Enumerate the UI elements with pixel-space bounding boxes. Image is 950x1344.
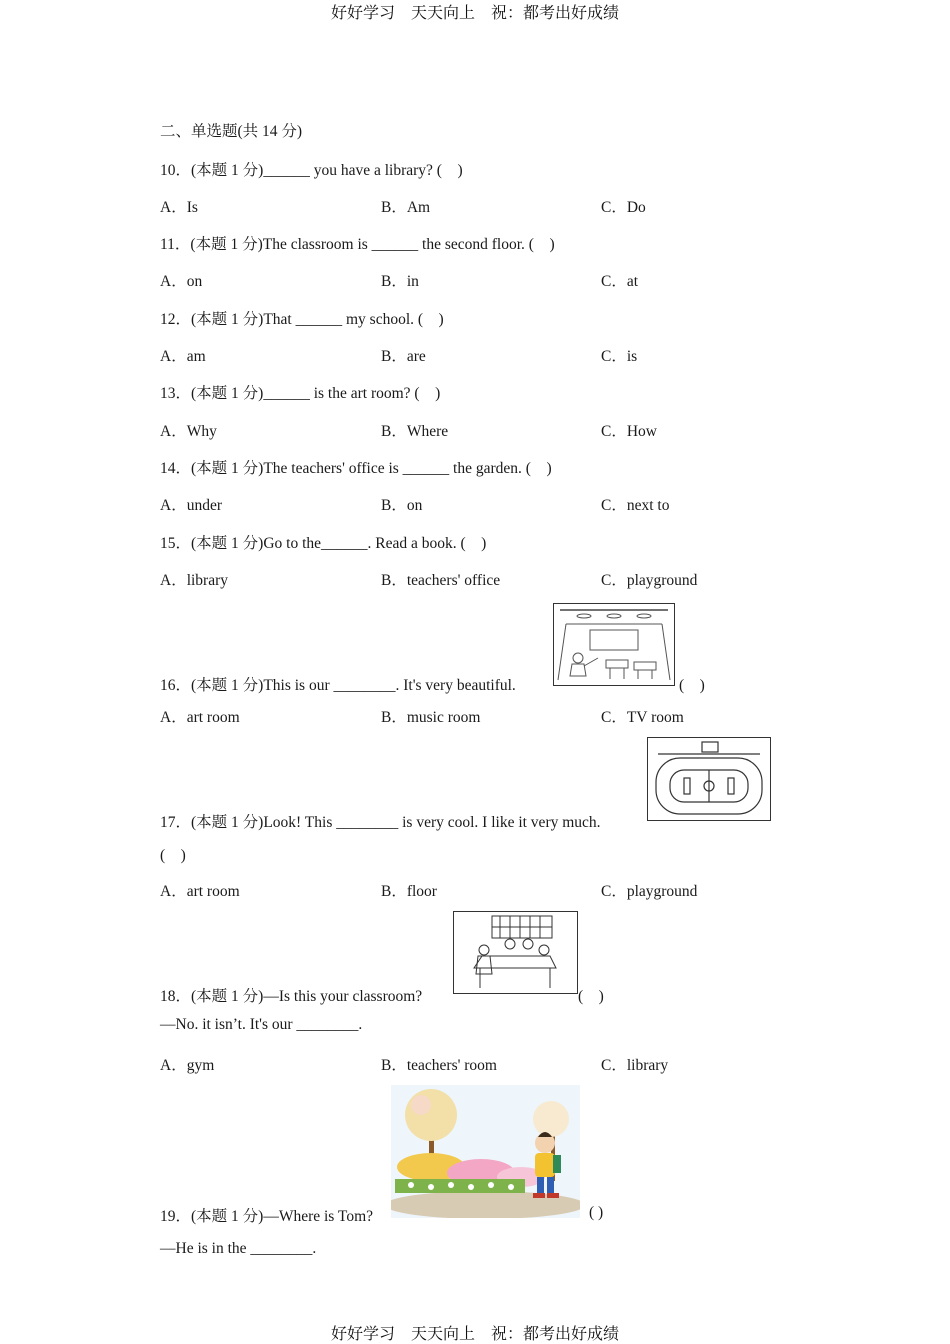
- question-15-stem: 15．(本题 1 分)Go to the______. Read a book. ( ): [160, 535, 487, 552]
- q11-option-c[interactable]: C．at: [601, 273, 639, 290]
- q15-option-a[interactable]: A．library: [160, 572, 229, 589]
- q13-option-b[interactable]: B．Where: [381, 423, 449, 440]
- question-11-stem: 11．(本题 1 分)The classroom is ______ the second floor. ( ): [160, 236, 555, 253]
- q10-option-b[interactable]: B．Am: [381, 199, 431, 216]
- q19-answer-paren: ( ): [589, 1204, 604, 1221]
- q16-option-b[interactable]: B．music room: [381, 709, 481, 726]
- q13-option-c[interactable]: C．How: [601, 423, 657, 440]
- page-header: 好好学习 天天向上 祝：都考出好成绩: [330, 3, 619, 22]
- q12-option-b[interactable]: B．are: [381, 348, 426, 365]
- q11-option-a[interactable]: A．on: [160, 273, 203, 290]
- q17-option-c[interactable]: C．playground: [601, 883, 698, 900]
- q18-option-b[interactable]: B．teachers' room: [381, 1057, 497, 1074]
- q17-option-a[interactable]: A．art room: [160, 883, 240, 900]
- q14-option-b[interactable]: B．on: [381, 497, 423, 514]
- library-picture: [453, 911, 578, 994]
- q10-option-c[interactable]: C．Do: [601, 199, 646, 216]
- q18-answer-paren: ( ): [578, 988, 604, 1005]
- q10-option-a[interactable]: A．Is: [160, 199, 198, 216]
- q16-answer-paren: ( ): [679, 677, 705, 694]
- section-title: 二、单选题(共 14 分): [160, 123, 303, 140]
- question-12-stem: 12．(本题 1 分)That ______ my school. ( ): [160, 311, 444, 328]
- question-19-line2: —He is in the ________.: [160, 1240, 317, 1257]
- question-17-stem: 17．(本题 1 分)Look! This ________ is very cool. I like it very much.: [160, 814, 601, 831]
- q14-option-a[interactable]: A．under: [160, 497, 222, 514]
- q15-option-b[interactable]: B．teachers' office: [381, 572, 501, 589]
- q14-option-c[interactable]: C．next to: [601, 497, 670, 514]
- question-18-line2: —No. it isn’t. It's our ________.: [160, 1016, 363, 1033]
- q16-option-c[interactable]: C．TV room: [601, 709, 684, 726]
- question-16-stem: 16．(本题 1 分)This is our ________. It's very beautiful.: [160, 677, 516, 694]
- classroom-picture: [553, 603, 675, 686]
- q12-option-a[interactable]: A．am: [160, 348, 206, 365]
- gym-picture: [647, 737, 771, 821]
- question-14-stem: 14．(本题 1 分)The teachers' office is ______ the garden. ( ): [160, 460, 552, 477]
- q12-option-c[interactable]: C．is: [601, 348, 638, 365]
- q17-answer-paren: ( ): [160, 847, 186, 864]
- q18-option-c[interactable]: C．library: [601, 1057, 669, 1074]
- garden-picture: [391, 1085, 580, 1218]
- question-18-stem: 18．(本题 1 分)—Is this your classroom?: [160, 988, 423, 1005]
- q15-option-c[interactable]: C．playground: [601, 572, 698, 589]
- q18-option-a[interactable]: A．gym: [160, 1057, 215, 1074]
- q17-option-b[interactable]: B．floor: [381, 883, 437, 900]
- q16-option-a[interactable]: A．art room: [160, 709, 240, 726]
- question-10-stem: 10．(本题 1 分)______ you have a library? ( ): [160, 162, 463, 179]
- question-19-stem: 19．(本题 1 分)—Where is Tom?: [160, 1208, 374, 1225]
- question-13-stem: 13．(本题 1 分)______ is the art room? ( ): [160, 385, 441, 402]
- q11-option-b[interactable]: B．in: [381, 273, 419, 290]
- page-footer: 好好学习 天天向上 祝：都考出好成绩: [330, 1324, 619, 1343]
- q13-option-a[interactable]: A．Why: [160, 423, 217, 440]
